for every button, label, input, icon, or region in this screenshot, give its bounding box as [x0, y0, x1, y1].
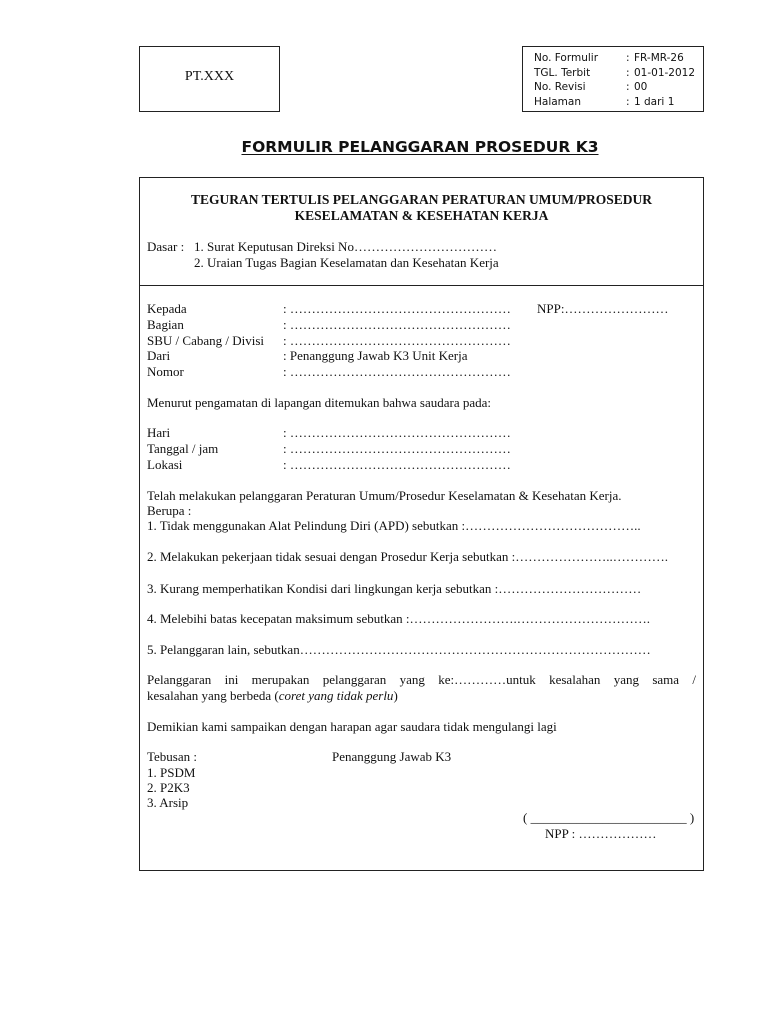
bagian-value: : ……………………………………………: [283, 317, 511, 332]
form-info-label: TGL. Terbit: [534, 66, 591, 79]
violation-intro: Telah melakukan pelanggaran Peraturan Umum/Prosedur Keselamatan & Kesehatan Kerja.: [147, 488, 622, 503]
form-info-box: [522, 46, 704, 112]
signature-name-line: ( ________________________ ): [523, 810, 695, 825]
tanggal-label: Tanggal / jam: [147, 441, 219, 456]
nomor-label: Nomor: [147, 364, 184, 379]
form-info-row: [534, 80, 695, 95]
npp-field: NPP:……………………: [537, 301, 669, 316]
tebusan-item: 1. PSDM: [147, 765, 196, 780]
form-info-value: 1 dari 1: [634, 95, 675, 108]
kepada-value: : ……………………………………………: [283, 301, 511, 316]
repeat-text-prefix: kesalahan yang berbeda (: [147, 688, 279, 703]
form-info-row: [534, 51, 695, 66]
section-title: [140, 192, 703, 224]
bagian-label: Bagian: [147, 317, 184, 332]
dasar-item-2: 2. Uraian Tugas Bagian Keselamatan dan Kesehatan Kerja: [194, 255, 499, 270]
tanggal-value: : ……………………………………………: [283, 441, 511, 456]
form-info-value: FR-MR-26: [634, 52, 684, 64]
repeat-text-line2: [147, 688, 696, 704]
repeat-text-line1: Pelanggaran ini merupakan pelanggaran yang ke:…………untuk kesalahan yang sama /: [147, 672, 696, 687]
section-divider: [140, 285, 703, 286]
section-title-line1: TEGURAN TERTULIS PELANGGARAN PERATURAN UMUM/PROSEDUR: [190, 192, 653, 207]
violation-item: 1. Tidak menggunakan Alat Pelindung Diri (APD) sebutkan :…………………………………..: [147, 518, 641, 533]
signature-npp: NPP : ………………: [545, 826, 657, 841]
form-info-sep: :: [626, 52, 630, 64]
form-info-sep: :: [626, 95, 630, 108]
form-info-label: No. Formulir: [534, 52, 599, 64]
form-info-row: [534, 66, 695, 81]
form-info-label: Halaman: [534, 95, 581, 108]
tebusan-label: Tebusan :: [147, 749, 197, 764]
signature-title: Penanggung Jawab K3: [332, 749, 452, 764]
sbu-value: : ……………………………………………: [283, 333, 511, 348]
sbu-label: SBU / Cabang / Divisi: [147, 333, 265, 348]
berupa-label: Berupa :: [147, 503, 192, 518]
nomor-value: : ……………………………………………: [283, 364, 511, 379]
dari-label: Dari: [147, 348, 171, 363]
tebusan-item: 3. Arsip: [147, 795, 189, 810]
form-info-row: [534, 95, 695, 110]
dasar-item-1: 1. Surat Keputusan Direksi No……………………………: [194, 239, 497, 254]
violation-item: 4. Melebihi batas kecepatan maksimum sebutkan :…………………….………………………….: [147, 611, 650, 626]
company-name: PT.XXX: [184, 69, 235, 84]
section-title-line2: KESELAMATAN & KESEHATAN KERJA: [294, 208, 549, 223]
closing-text: Demikian kami sampaikan dengan harapan agar saudara tidak mengulangi lagi: [147, 719, 557, 734]
lokasi-label: Lokasi: [147, 457, 183, 472]
form-info-label: No. Revisi: [534, 81, 586, 93]
company-box: [139, 46, 280, 112]
observation-text: Menurut pengamatan di lapangan ditemukan bahwa saudara pada:: [147, 395, 492, 410]
repeat-text-suffix: ): [393, 688, 398, 703]
dari-value: : Penanggung Jawab K3 Unit Kerja: [283, 348, 468, 363]
form-body: [139, 177, 704, 871]
form-info-table: [534, 51, 695, 109]
hari-label: Hari: [147, 425, 171, 440]
form-info-sep: :: [626, 66, 630, 79]
form-info-sep: :: [626, 81, 630, 93]
violation-item: 3. Kurang memperhatikan Kondisi dari lingkungan kerja sebutkan :……………………………: [147, 581, 642, 596]
lokasi-value: : ……………………………………………: [283, 457, 511, 472]
repeat-text-italic: coret yang tidak perlu: [278, 688, 394, 703]
dasar-label: Dasar :: [147, 239, 185, 254]
form-info-value: 01-01-2012: [634, 66, 696, 79]
repeat-text: [147, 672, 696, 704]
hari-value: : ……………………………………………: [283, 425, 511, 440]
form-title: FORMULIR PELANGGARAN PROSEDUR K3: [241, 138, 599, 156]
violation-item: 5. Pelanggaran lain, sebutkan………………………………………………………………………: [147, 642, 651, 657]
tebusan-item: 2. P2K3: [147, 780, 190, 795]
kepada-label: Kepada: [147, 301, 187, 316]
form-info-value: 00: [634, 81, 648, 93]
violation-item: 2. Melakukan pekerjaan tidak sesuai dengan Prosedur Kerja sebutkan :…………………..………….: [147, 549, 668, 564]
